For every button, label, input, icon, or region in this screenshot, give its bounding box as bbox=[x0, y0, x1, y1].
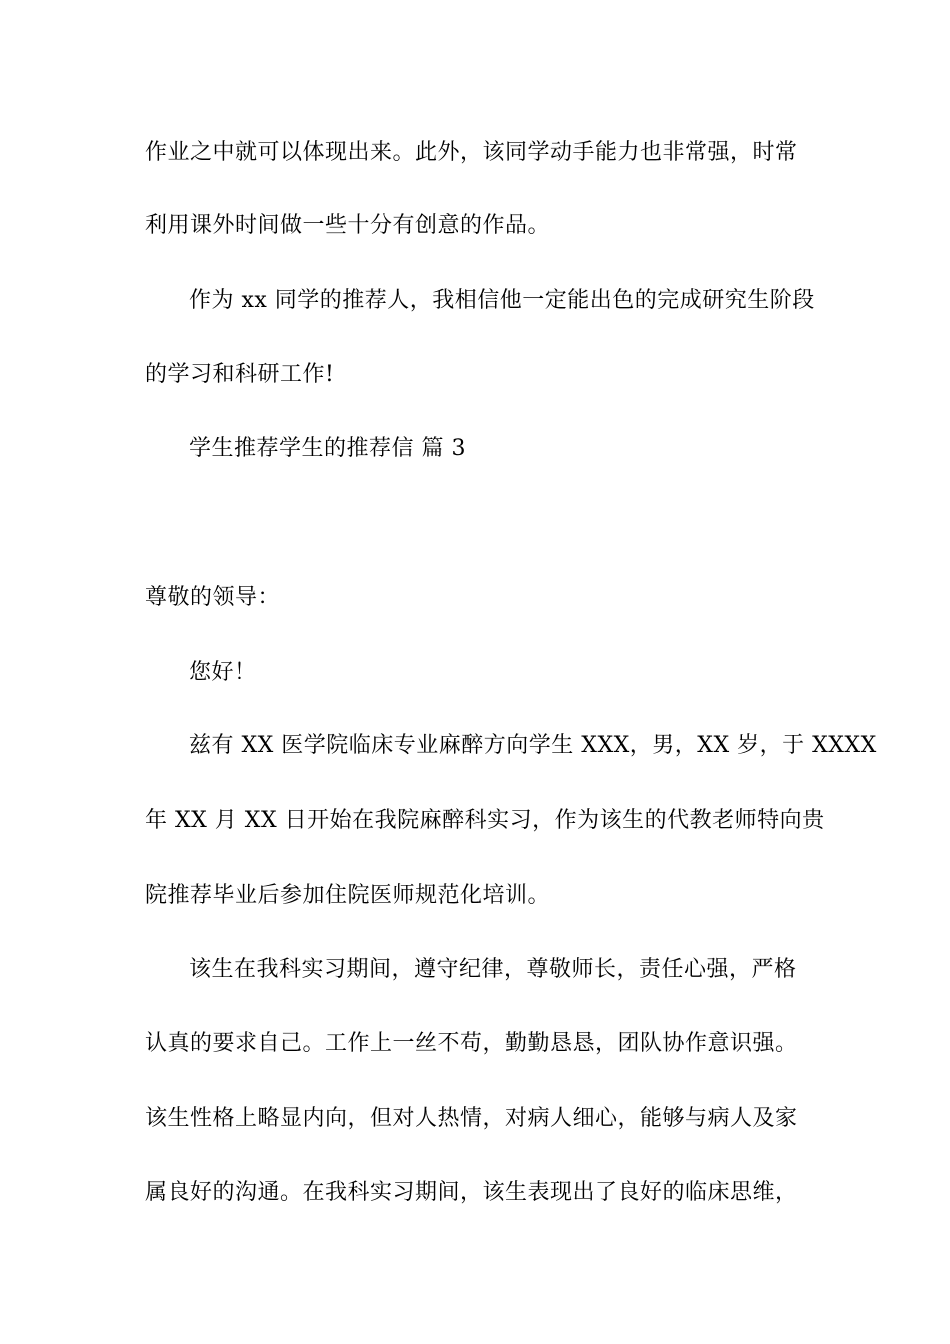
paragraph-line: 兹有 XX 医学院临床专业麻醉方向学生 XXX，男，XX 岁，于 XXXX bbox=[189, 733, 877, 758]
paragraph-line: 该生性格上略显内向，但对人热情，对病人细心，能够与病人及家 bbox=[145, 1106, 798, 1131]
paragraph-line: 作业之中就可以体现出来。此外，该同学动手能力也非常强，时常 bbox=[145, 140, 798, 165]
paragraph-line: 年 XX 月 XX 日开始在我院麻醉科实习，作为该生的代教老师特向贵 bbox=[145, 808, 825, 833]
greeting: 您好！ bbox=[189, 660, 257, 685]
section-heading: 学生推荐学生的推荐信 篇 3 bbox=[189, 436, 466, 461]
paragraph-line: 认真的要求自己。工作上一丝不苟，勤勤恳恳，团队协作意识强。 bbox=[145, 1031, 798, 1056]
paragraph-line: 属良好的沟通。在我科实习期间，该生表现出了良好的临床思维， bbox=[145, 1180, 798, 1205]
paragraph-line: 该生在我科实习期间，遵守纪律，尊敬师长，责任心强，严格 bbox=[189, 957, 797, 982]
paragraph-line: 利用课外时间做一些十分有创意的作品。 bbox=[145, 213, 551, 238]
paragraph-line: 作为 xx 同学的推荐人，我相信他一定能出色的完成研究生阶段 bbox=[189, 288, 815, 313]
paragraph-line: 的学习和科研工作! bbox=[145, 362, 335, 387]
paragraph-line: 院推荐毕业后参加住院医师规范化培训。 bbox=[145, 883, 551, 908]
salutation: 尊敬的领导： bbox=[145, 585, 281, 610]
